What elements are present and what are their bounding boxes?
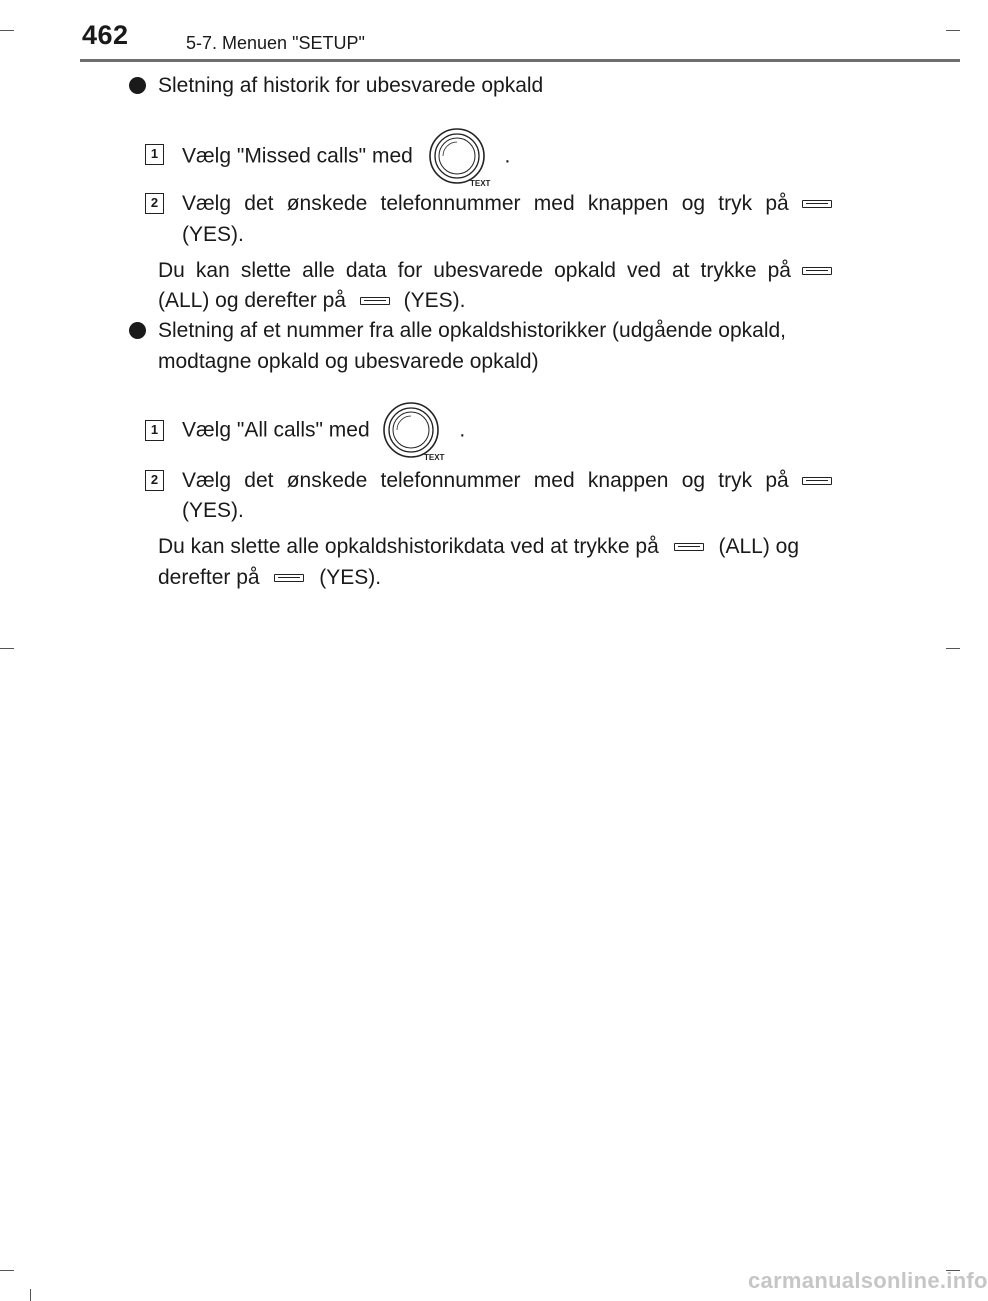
section1-step1: [182, 126, 510, 188]
section1-heading: Sletning af historik for ubesvarede opkald: [158, 74, 544, 97]
phone-button-icon: [802, 200, 832, 208]
watermark: carmanualsonline.info: [748, 1268, 988, 1293]
section1-note-line1: Du kan slette alle data for ubesvarede opkald ved at trykke på: [158, 258, 832, 284]
bullet-icon: [129, 77, 146, 94]
step-number: 2: [145, 193, 164, 214]
step-number: 1: [145, 420, 164, 441]
section1-note-line2: (ALL) og derefter på (YES).: [158, 289, 466, 312]
header-rule: [80, 59, 960, 62]
tune-select-knob-icon: [425, 126, 493, 188]
crop-mark: [946, 648, 960, 649]
section2-step2-line1: Vælg det ønskede telefonnummer med knappen og tryk på: [182, 468, 832, 494]
phone-button-icon: [802, 477, 832, 485]
chapter-title: 5-7. Menuen "SETUP": [186, 33, 365, 53]
crop-mark: [0, 30, 14, 31]
knob-label: TEXT: [469, 179, 491, 188]
step-number: 2: [145, 470, 164, 491]
section1-step2-line1: Vælg det ønskede telefonnummer med knappen og tryk på: [182, 191, 832, 217]
phone-button-icon: [674, 543, 704, 551]
phone-button-icon: [802, 267, 832, 275]
section2-note-line1: Du kan slette alle opkaldshistorikdata ved at trykke på (ALL) og: [158, 535, 800, 558]
step1-text: Vælg "Missed calls" med: [182, 144, 413, 168]
step-number: 1: [145, 144, 164, 165]
tune-select-knob-icon: [379, 400, 447, 462]
section2-note-line2: derefter på (YES).: [158, 566, 382, 589]
step1-text: Vælg "All calls" med: [182, 418, 370, 442]
page-number: 462: [82, 20, 129, 50]
phone-button-icon: [360, 297, 390, 305]
section2-step2-line2: (YES).: [182, 499, 244, 522]
crop-mark: [946, 30, 960, 31]
section2-step1: [182, 400, 465, 462]
crop-mark: [0, 648, 14, 649]
section2-heading-line2: modtagne opkald og ubesvarede opkald): [158, 350, 539, 373]
crop-mark: [0, 1270, 14, 1271]
section2-heading-line1: Sletning af et nummer fra alle opkaldshistorikker (udgående opkald,: [158, 319, 787, 342]
step1-period: .: [504, 144, 511, 168]
phone-button-icon: [274, 574, 304, 582]
bullet-icon: [129, 322, 146, 339]
crop-mark: [30, 1289, 31, 1301]
section1-step2-line2: (YES).: [182, 223, 244, 246]
step1-period: .: [459, 418, 466, 442]
knob-label: TEXT: [424, 453, 445, 462]
